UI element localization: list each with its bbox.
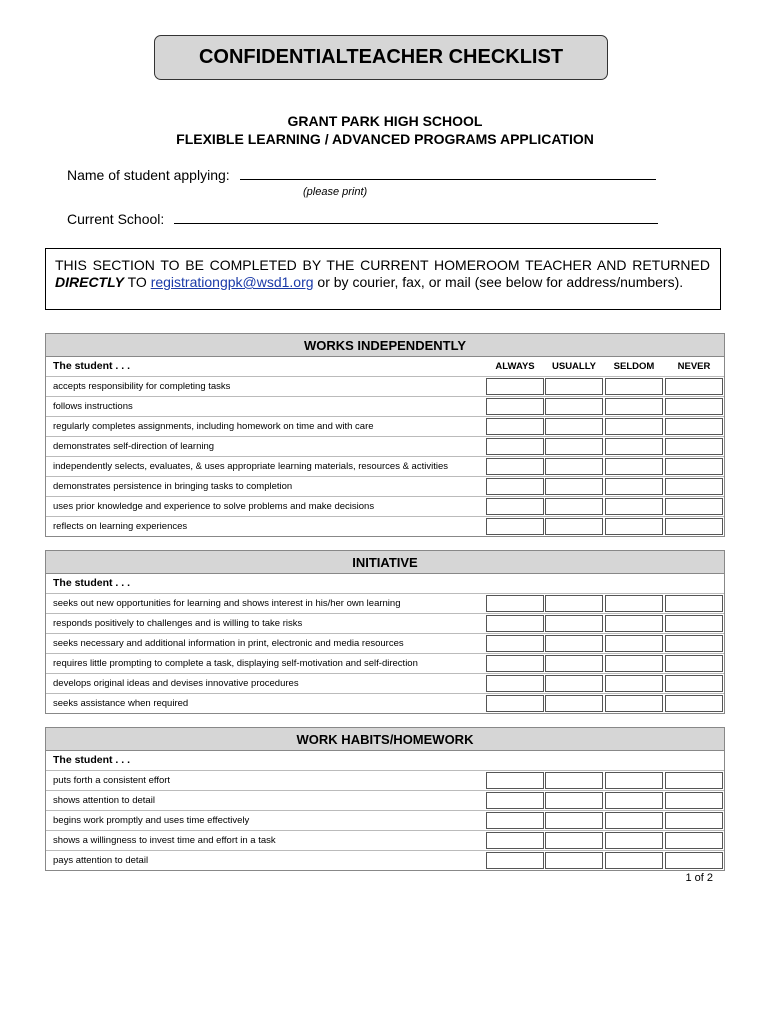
- rating-cell-seldom[interactable]: [605, 832, 663, 849]
- instructions-directly: DIRECTLY: [55, 274, 124, 290]
- rating-cell-seldom[interactable]: [605, 518, 663, 535]
- rating-cell-usually[interactable]: [545, 792, 603, 809]
- rating-cell-usually[interactable]: [545, 478, 603, 495]
- rating-cell-seldom[interactable]: [605, 418, 663, 435]
- rating-cell-usually[interactable]: [545, 498, 603, 515]
- column-header-seldom: SELDOM: [613, 361, 655, 372]
- checklist-row: [46, 377, 724, 397]
- rating-cell-never[interactable]: [665, 378, 723, 395]
- rating-cell-seldom[interactable]: [605, 398, 663, 415]
- form-title: CONFIDENTIALTEACHER CHECKLIST: [154, 35, 608, 80]
- rating-cell-usually[interactable]: [545, 418, 603, 435]
- checklist-item-label: accepts responsibility for completing tasks: [53, 381, 231, 392]
- rating-cell-never[interactable]: [665, 478, 723, 495]
- checklist-row: [46, 397, 724, 417]
- rating-cell-seldom[interactable]: [605, 635, 663, 652]
- section-work-habits: [45, 727, 725, 871]
- checklist-row: [46, 811, 724, 831]
- rating-cell-never[interactable]: [665, 695, 723, 712]
- rating-cell-always[interactable]: [486, 398, 544, 415]
- column-header-usually: USUALLY: [552, 361, 596, 372]
- checklist-row: [46, 791, 724, 811]
- rating-cell-usually[interactable]: [545, 832, 603, 849]
- checklist-item-label: follows instructions: [53, 401, 133, 412]
- rating-cell-seldom[interactable]: [605, 498, 663, 515]
- current-school-row: [67, 209, 658, 227]
- rating-cell-seldom[interactable]: [605, 615, 663, 632]
- checklist-row: [46, 594, 724, 614]
- rating-cell-never[interactable]: [665, 398, 723, 415]
- checklist-item-label: regularly completes assignments, including homework on time and with care: [53, 421, 374, 432]
- rating-cell-seldom[interactable]: [605, 478, 663, 495]
- program-name: FLEXIBLE LEARNING / ADVANCED PROGRAMS APPLICATION: [176, 131, 594, 147]
- checklist-item-label: demonstrates self-direction of learning: [53, 441, 215, 452]
- checklist-item-label: develops original ideas and devises innovative procedures: [53, 678, 299, 689]
- rating-cell-seldom[interactable]: [605, 595, 663, 612]
- please-print-note: (please print): [303, 186, 368, 198]
- rating-cell-seldom[interactable]: [605, 792, 663, 809]
- checklist-row: [46, 614, 724, 634]
- rating-cell-always[interactable]: [486, 438, 544, 455]
- checklist-item-label: puts forth a consistent effort: [53, 775, 171, 786]
- rating-cell-seldom[interactable]: [605, 772, 663, 789]
- rating-cell-usually[interactable]: [545, 695, 603, 712]
- rating-cell-always[interactable]: [486, 852, 544, 869]
- student-name-field[interactable]: [240, 165, 656, 180]
- rating-cell-always[interactable]: [486, 418, 544, 435]
- rating-cell-never[interactable]: [665, 635, 723, 652]
- rating-cell-usually[interactable]: [545, 772, 603, 789]
- rating-cell-seldom[interactable]: [605, 675, 663, 692]
- page-number: 1 of 2: [685, 872, 713, 884]
- checklist-item-label: shows attention to detail: [53, 795, 155, 806]
- rating-cell-never[interactable]: [665, 438, 723, 455]
- rating-cell-usually[interactable]: [545, 398, 603, 415]
- rating-cell-usually[interactable]: [545, 378, 603, 395]
- rating-cell-never[interactable]: [665, 852, 723, 869]
- rating-cell-never[interactable]: [665, 498, 723, 515]
- rating-cell-seldom[interactable]: [605, 655, 663, 672]
- instructions-text: THIS SECTION TO BE COMPLETED BY THE CURRENT HOMEROOM TEACHER AND RETURNED: [55, 257, 710, 273]
- rating-cell-usually[interactable]: [545, 635, 603, 652]
- checklist-row: [46, 771, 724, 791]
- current-school-label: Current School:: [67, 211, 165, 227]
- rating-cell-always[interactable]: [486, 655, 544, 672]
- rating-cell-seldom[interactable]: [605, 378, 663, 395]
- section-title: WORK HABITS/HOMEWORK: [46, 728, 724, 751]
- student-name-row: [67, 165, 656, 183]
- checklist-row: [46, 654, 724, 674]
- the-student-label: The student . . .: [53, 360, 131, 372]
- checklist-item-label: uses prior knowledge and experience to solve problems and make decisions: [53, 501, 375, 512]
- checklist-row: [46, 417, 724, 437]
- checklist-item-label: seeks out new opportunities for learning and shows interest in his/her own learning: [53, 598, 401, 609]
- section-title: WORKS INDEPENDENTLY: [46, 334, 724, 357]
- instructions-box: [45, 248, 721, 310]
- rating-cell-always[interactable]: [486, 518, 544, 535]
- rating-cell-usually[interactable]: [545, 675, 603, 692]
- checklist-item-label: seeks assistance when required: [53, 698, 189, 709]
- school-name: GRANT PARK HIGH SCHOOL: [287, 113, 483, 129]
- checklist-row: [46, 497, 724, 517]
- rating-cell-always[interactable]: [486, 675, 544, 692]
- checklist-row: [46, 457, 724, 477]
- rating-cell-always[interactable]: [486, 772, 544, 789]
- rating-cell-always[interactable]: [486, 695, 544, 712]
- checklist-row: [46, 634, 724, 654]
- column-header-never: NEVER: [677, 361, 711, 372]
- checklist-row: [46, 831, 724, 851]
- student-header-row: [46, 357, 724, 377]
- rating-cell-seldom[interactable]: [605, 438, 663, 455]
- rating-cell-usually[interactable]: [545, 518, 603, 535]
- rating-cell-never[interactable]: [665, 772, 723, 789]
- checklist-item-label: requires little prompting to complete a task, displaying self-motivation and self-direction: [53, 658, 418, 669]
- checklist-item-label: reflects on learning experiences: [53, 521, 188, 532]
- checklist-row: [46, 517, 724, 536]
- rating-cell-seldom[interactable]: [605, 695, 663, 712]
- rating-cell-usually[interactable]: [545, 595, 603, 612]
- checklist-row: [46, 477, 724, 497]
- rating-cell-always[interactable]: [486, 812, 544, 829]
- section-works-independently: [45, 333, 725, 537]
- checklist-row: [46, 437, 724, 457]
- the-student-label: The student . . .: [53, 754, 131, 766]
- section-title: INITIATIVE: [46, 551, 724, 574]
- rating-cell-never[interactable]: [665, 615, 723, 632]
- rating-cell-always[interactable]: [486, 458, 544, 475]
- checklist-item-label: independently selects, evaluates, & uses appropriate learning materials, resources & activities: [53, 461, 448, 472]
- rating-cell-never[interactable]: [665, 418, 723, 435]
- rating-cell-never[interactable]: [665, 792, 723, 809]
- checklist-row: [46, 851, 724, 870]
- checklist-item-label: seeks necessary and additional information in print, electronic and media resources: [53, 638, 404, 649]
- checklist-item-label: responds positively to challenges and is willing to take risks: [53, 618, 303, 629]
- the-student-label: The student . . .: [53, 577, 131, 589]
- rating-cell-never[interactable]: [665, 675, 723, 692]
- checklist-row: [46, 694, 724, 713]
- student-header-row: [46, 751, 724, 771]
- student-name-label: Name of student applying:: [67, 167, 230, 183]
- rating-cell-usually[interactable]: [545, 615, 603, 632]
- rating-cell-always[interactable]: [486, 595, 544, 612]
- rating-cell-usually[interactable]: [545, 655, 603, 672]
- checklist-row: [46, 674, 724, 694]
- rating-cell-never[interactable]: [665, 458, 723, 475]
- rating-cell-always[interactable]: [486, 832, 544, 849]
- instructions-to: TO: [123, 274, 151, 290]
- email-link[interactable]: registrationgpk@wsd1.org: [150, 274, 314, 290]
- rating-cell-usually[interactable]: [545, 812, 603, 829]
- rating-cell-seldom[interactable]: [605, 812, 663, 829]
- checklist-item-label: demonstrates persistence in bringing tasks to completion: [53, 481, 293, 492]
- rating-cell-never[interactable]: [665, 655, 723, 672]
- rating-cell-always[interactable]: [486, 378, 544, 395]
- rating-cell-never[interactable]: [665, 518, 723, 535]
- rating-cell-always[interactable]: [486, 498, 544, 515]
- rating-cell-always[interactable]: [486, 478, 544, 495]
- section-initiative: [45, 550, 725, 714]
- student-header-row: [46, 574, 724, 594]
- rating-cell-usually[interactable]: [545, 458, 603, 475]
- rating-cell-never[interactable]: [665, 812, 723, 829]
- rating-cell-always[interactable]: [486, 792, 544, 809]
- rating-cell-seldom[interactable]: [605, 458, 663, 475]
- instructions-rest: or by courier, fax, or mail (see below for address/numbers).: [313, 274, 684, 290]
- rating-cell-never[interactable]: [665, 595, 723, 612]
- checklist-item-label: shows a willingness to invest time and effort in a task: [53, 835, 276, 846]
- column-header-always: ALWAYS: [495, 361, 535, 372]
- rating-cell-always[interactable]: [486, 635, 544, 652]
- rating-cell-never[interactable]: [665, 832, 723, 849]
- checklist-item-label: pays attention to detail: [53, 855, 149, 866]
- rating-cell-seldom[interactable]: [605, 852, 663, 869]
- checklist-item-label: begins work promptly and uses time effectively: [53, 815, 250, 826]
- rating-cell-usually[interactable]: [545, 852, 603, 869]
- current-school-field[interactable]: [174, 209, 658, 224]
- rating-cell-always[interactable]: [486, 615, 544, 632]
- rating-cell-usually[interactable]: [545, 438, 603, 455]
